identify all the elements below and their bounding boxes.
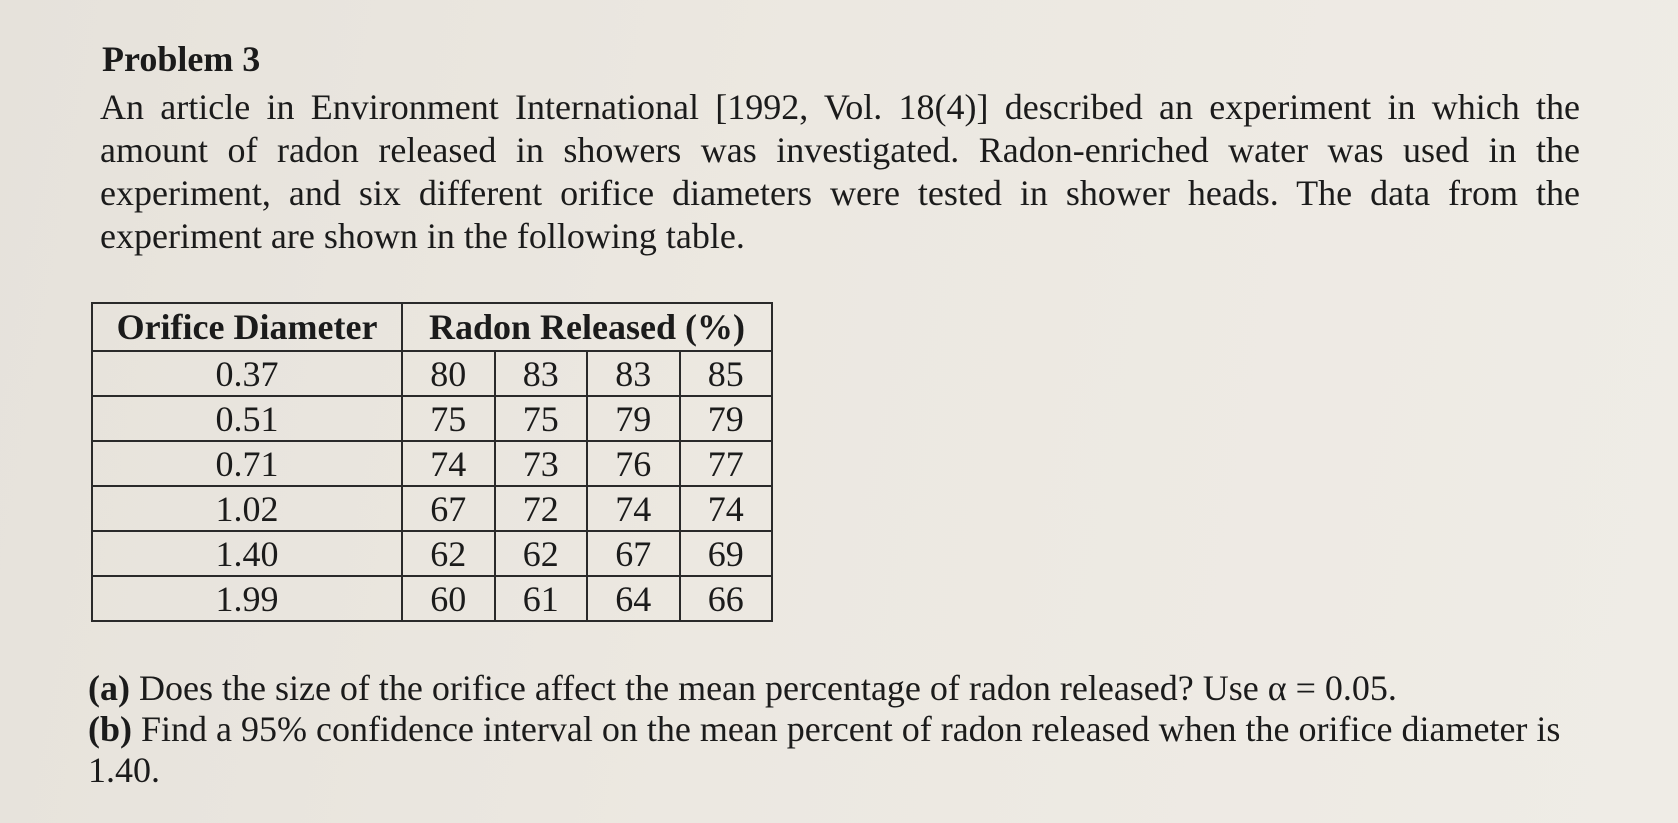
value-cell: 74 [680,486,773,531]
table-row [92,351,772,396]
diameter-cell: 1.99 [92,576,402,621]
value-cell: 69 [680,531,773,576]
value-cell: 76 [587,441,680,486]
diameter-cell: 0.37 [92,351,402,396]
header-orifice-diameter: Orifice Diameter [92,303,402,351]
question-b-label: (b) [88,709,132,749]
diameter-cell: 1.40 [92,531,402,576]
header-radon-released: Radon Released (%) [402,303,772,351]
value-cell: 83 [587,351,680,396]
questions-block [88,668,1588,791]
table-row [92,531,772,576]
value-cell: 67 [587,531,680,576]
table-row [92,396,772,441]
value-cell: 73 [495,441,588,486]
question-b [88,709,1588,791]
value-cell: 83 [495,351,588,396]
value-cell: 85 [680,351,773,396]
value-cell: 62 [495,531,588,576]
question-a-text: Does the size of the orifice affect the mean percentage of radon released? Use α = 0.05. [138,668,1397,708]
question-a-label: (a) [88,668,130,708]
value-cell: 67 [402,486,495,531]
question-b-text: Find a 95% confidence interval on the mean percent of radon released when the orifice diameter is 1.40. [88,709,1561,790]
value-cell: 79 [680,396,773,441]
value-cell: 60 [402,576,495,621]
value-cell: 80 [402,351,495,396]
table-row [92,441,772,486]
value-cell: 64 [587,576,680,621]
radon-data-table [91,302,773,622]
diameter-cell: 0.71 [92,441,402,486]
value-cell: 72 [495,486,588,531]
value-cell: 75 [402,396,495,441]
value-cell: 66 [680,576,773,621]
table-row [92,486,772,531]
diameter-cell: 1.02 [92,486,402,531]
table-row [92,576,772,621]
table-header-row [92,303,772,351]
problem-title: Problem 3 [102,39,261,79]
question-a [88,668,1588,709]
value-cell: 79 [587,396,680,441]
diameter-cell: 0.51 [92,396,402,441]
value-cell: 75 [495,396,588,441]
problem-intro: An article in Environment International [1992, Vol. 18(4)] described an experiment in which the amount of radon released in showers was investigated. Radon-enriched water was used in the experiment, and six different orifice diameters were tested in shower heads. The data from the experiment are shown in the following table. [100,87,1580,256]
value-cell: 77 [680,441,773,486]
value-cell: 74 [402,441,495,486]
value-cell: 62 [402,531,495,576]
value-cell: 61 [495,576,588,621]
value-cell: 74 [587,486,680,531]
